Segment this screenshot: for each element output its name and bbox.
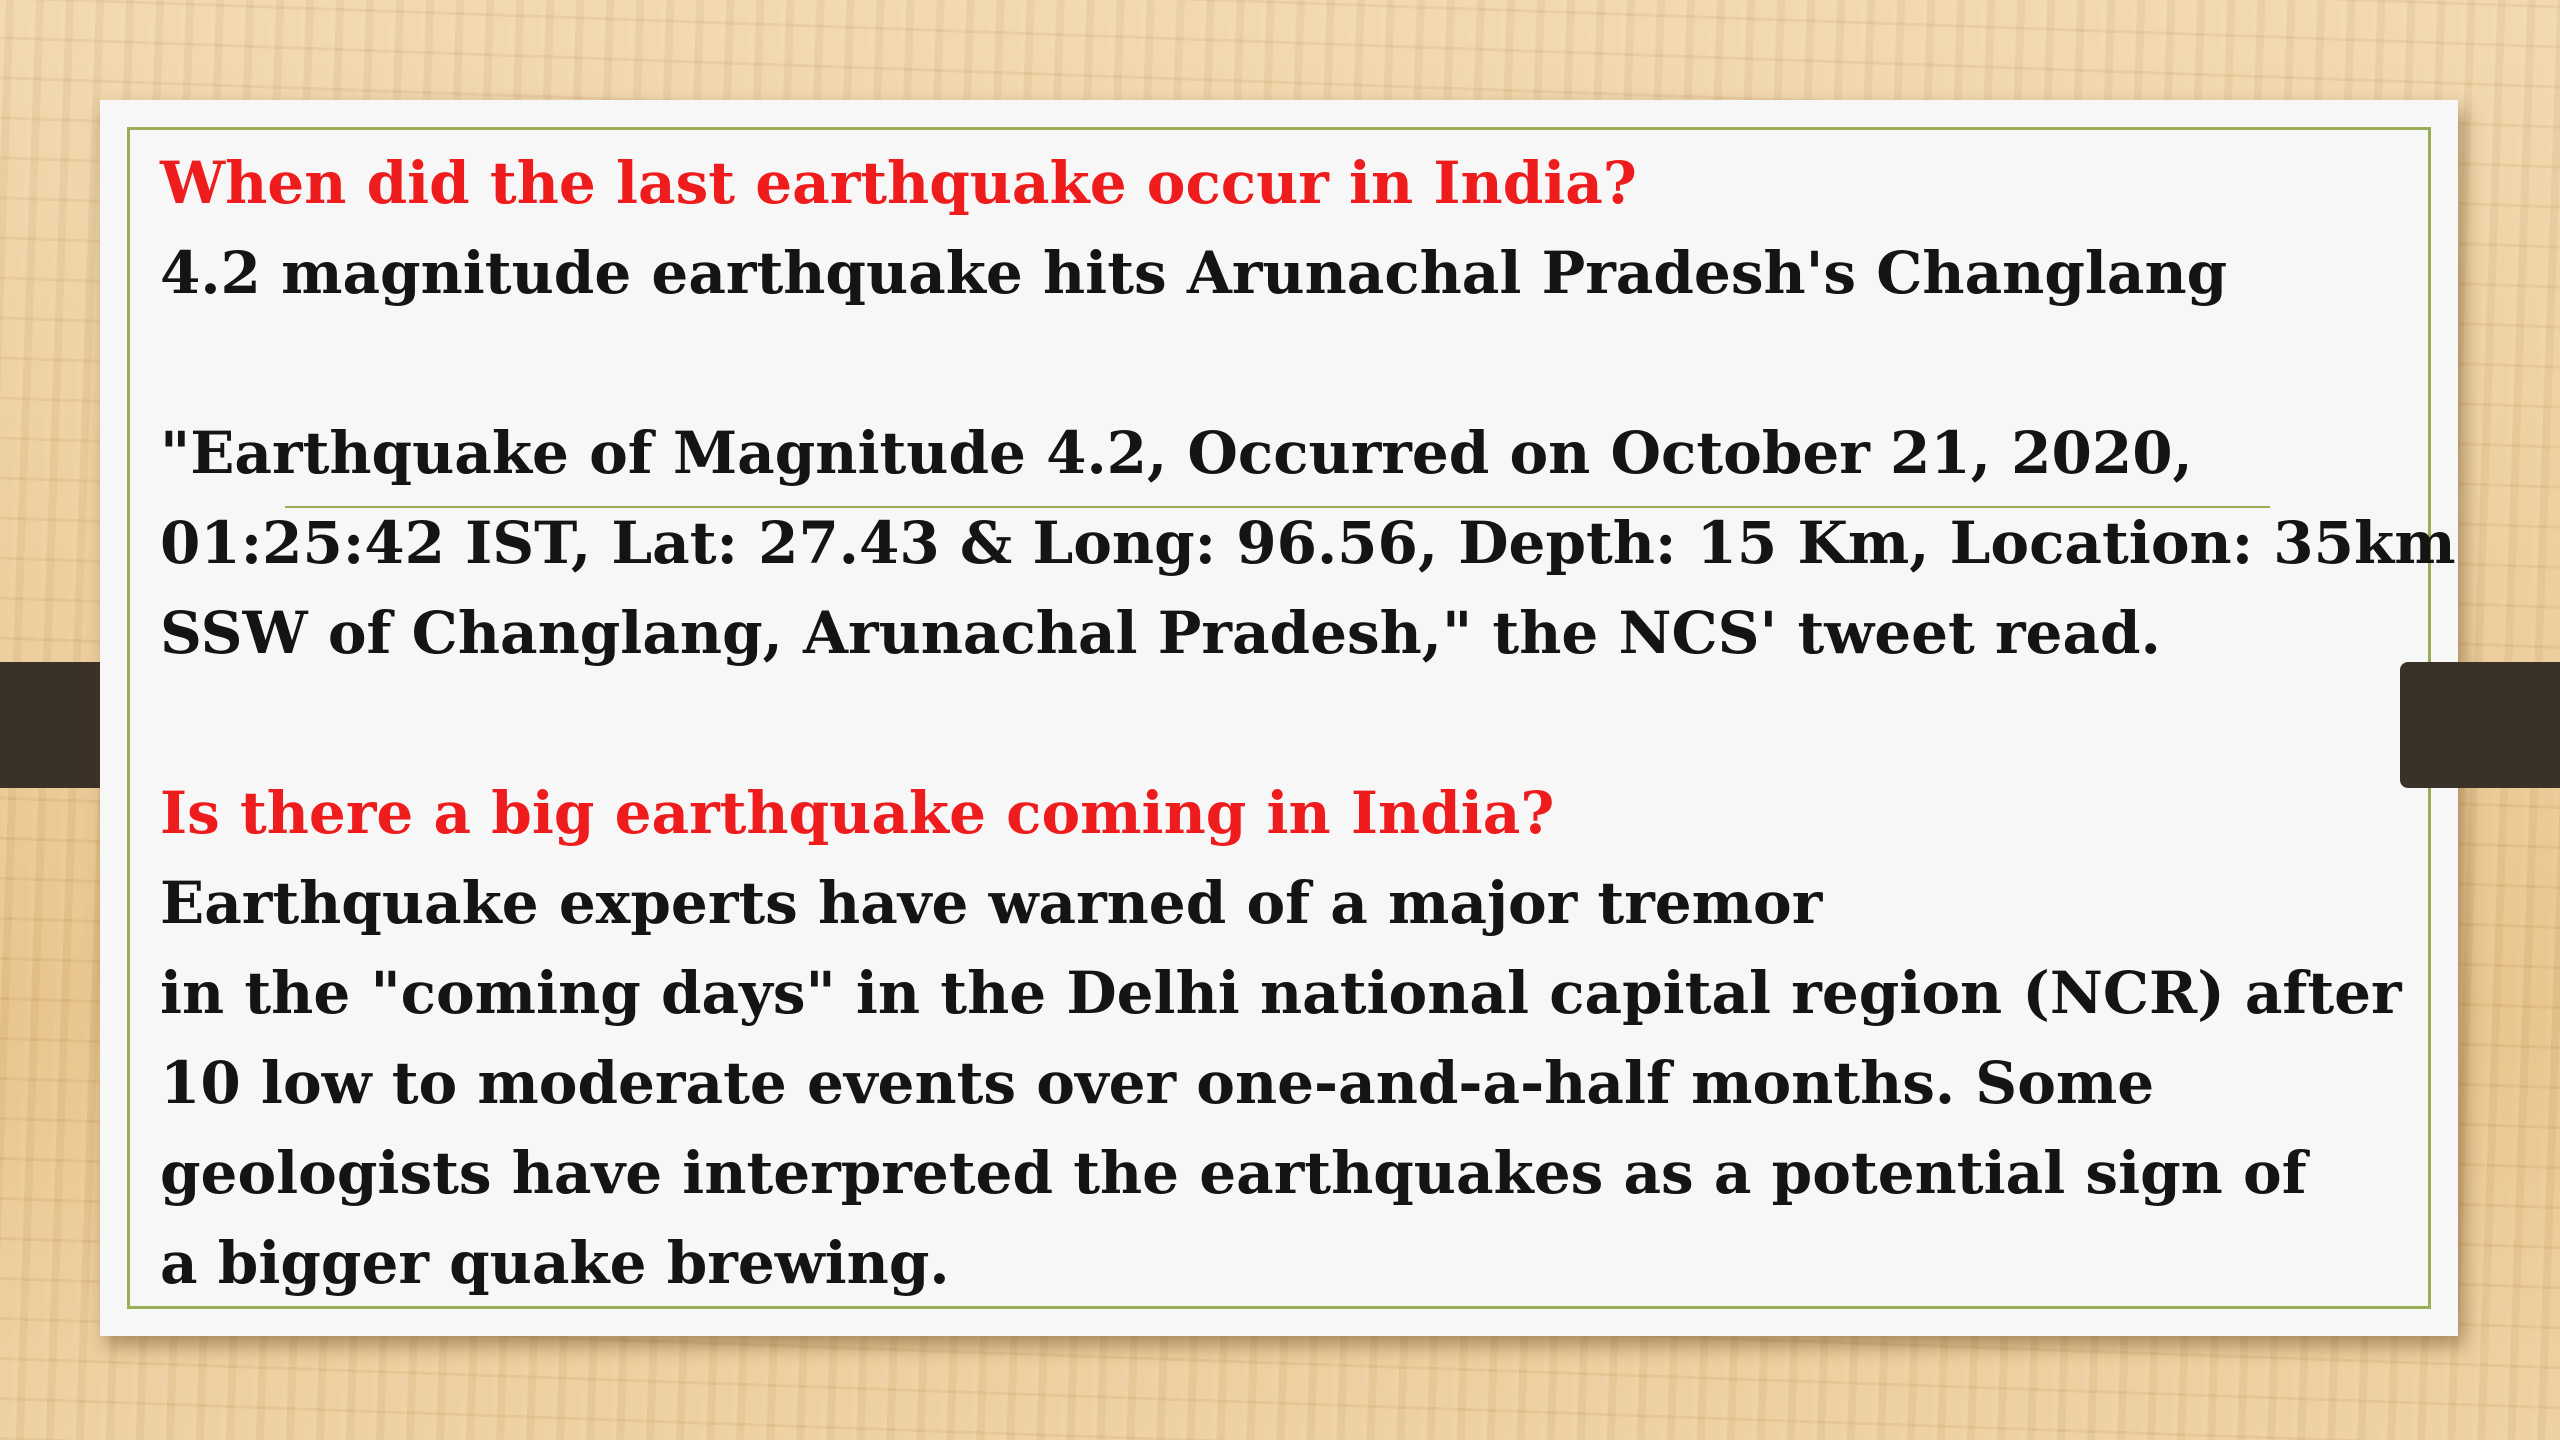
body-line-4: geologists have interpreted the earthquakes as a potential sign of <box>160 1139 2307 1207</box>
section2-heading: Is there a big earthquake coming in India? <box>160 779 1555 847</box>
section1-heading: When did the last earthquake occur in India? <box>160 149 1637 217</box>
spacer <box>160 678 2420 768</box>
slide-content <box>160 138 2456 1308</box>
body-line-3: 10 low to moderate events over one-and-a-half months. Some <box>160 1049 2155 1117</box>
quote-line-1: "Earthquake of Magnitude 4.2, Occurred on October 21, 2020, <box>160 419 2193 487</box>
body-line-5: a bigger quake brewing. <box>160 1229 950 1297</box>
quote-line-3: SSW of Changlang, Arunachal Pradesh," the NCS' tweet read. <box>160 599 2161 667</box>
spacer <box>160 318 2420 408</box>
body-line-2: in the "coming days" in the Delhi national capital region (NCR) after <box>160 959 2402 1027</box>
right-strap <box>2400 662 2560 788</box>
section1-subline: 4.2 magnitude earthquake hits Arunachal Pradesh's Changlang <box>160 239 2228 307</box>
quote-line-2: 01:25:42 IST, Lat: 27.43 & Long: 96.56, Depth: 15 Km, Location: 35km <box>160 509 2456 577</box>
body-line-1: Earthquake experts have warned of a major tremor <box>160 869 1823 937</box>
